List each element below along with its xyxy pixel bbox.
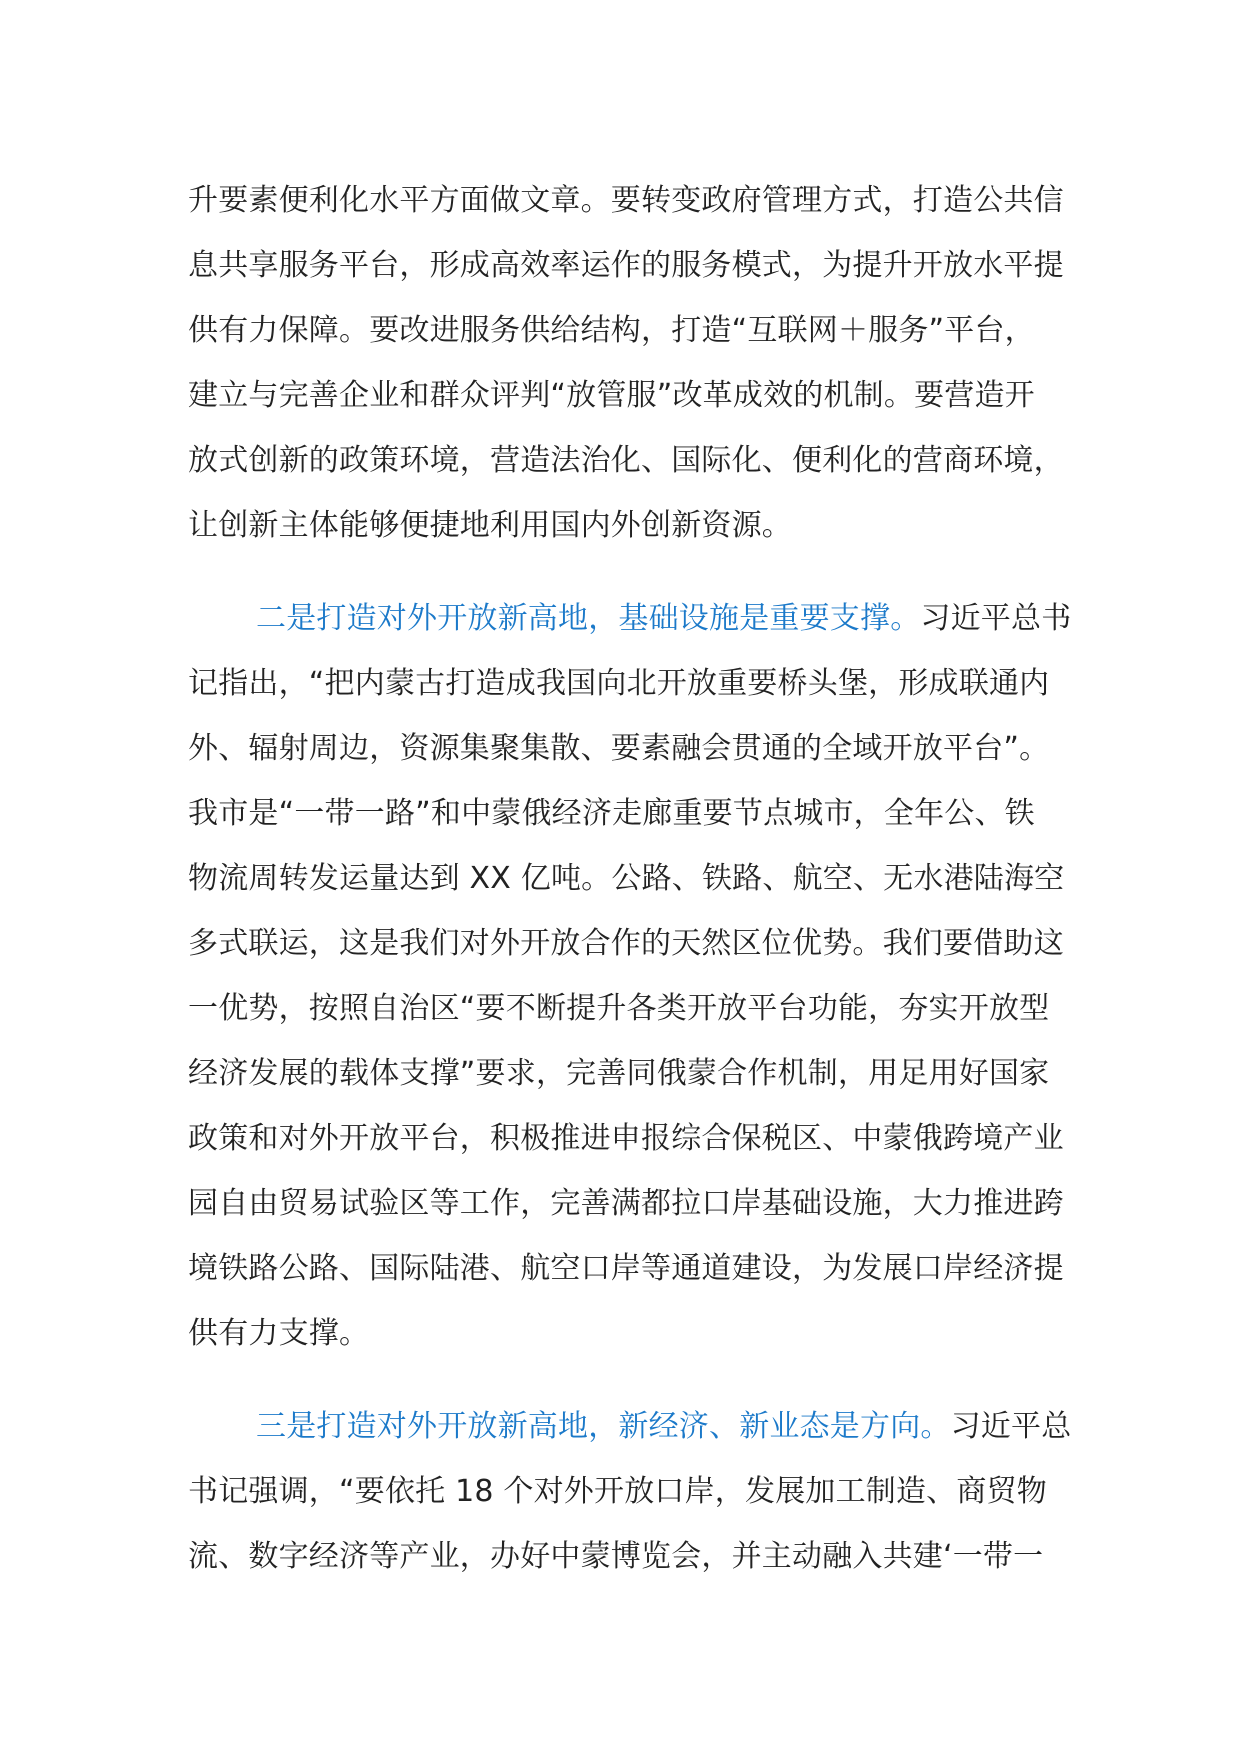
paragraph-spacer (188, 558, 1058, 586)
text-line: 外、辐射周边，资源集聚集散、要素融会贯通的全域开放平台”。 (188, 731, 1050, 766)
text-line: 升要素便利化水平方面做文章。要转变政府管理方式，打造公共信 (188, 183, 1064, 218)
text-line-first (188, 1394, 1072, 1459)
text-line: 园自由贸易试验区等工作，完善满都拉口岸基础设施，大力推进跨 (188, 1186, 1064, 1221)
paragraph-1 (188, 168, 1064, 558)
paragraph-3 (188, 1394, 1072, 1589)
text-line: 我市是“一带一路”和中蒙俄经济走廊重要节点城市，全年公、铁 (188, 796, 1035, 831)
document-body (188, 168, 1072, 1589)
text-line: 让创新主体能够便捷地利用国内外创新资源。 (188, 508, 792, 543)
text-line: 供有力支撑。 (188, 1316, 370, 1351)
section-heading: 二是打造对外开放新高地，基础设施是重要支撑。 (256, 601, 921, 636)
text-line: 物流周转发运量达到 XX 亿吨。公路、铁路、航空、无水港陆海空 (188, 861, 1065, 896)
text-line: 书记强调，“要依托 18 个对外开放口岸，发展加工制造、商贸物 (188, 1474, 1047, 1509)
paragraph-2 (188, 586, 1072, 1366)
text-line: 政策和对外开放平台，积极推进申报综合保税区、中蒙俄跨境产业 (188, 1121, 1064, 1156)
text-line: 息共享服务平台，形成高效率运作的服务模式，为提升开放水平提 (188, 248, 1064, 283)
text-line: 流、数字经济等产业，办好中蒙博览会，并主动融入共建‘一带一 (188, 1539, 1044, 1574)
text-line: 境铁路公路、国际陆港、航空口岸等通道建设，为发展口岸经济提 (188, 1251, 1064, 1286)
heading-continuation: 习近平总书 (920, 601, 1072, 636)
text-line: 记指出，“把内蒙古打造成我国向北开放重要桥头堡，形成联通内 (188, 666, 1050, 701)
text-line: 放式创新的政策环境，营造法治化、国际化、便利化的营商环境， (188, 443, 1064, 478)
text-line: 多式联运，这是我们对外开放合作的天然区位优势。我们要借助这 (188, 926, 1064, 961)
text-line: 经济发展的载体支撑”要求，完善同俄蒙合作机制，用足用好国家 (188, 1056, 1050, 1091)
paragraph-spacer (188, 1366, 1058, 1394)
text-line: 建立与完善企业和群众评判“放管服”改革成效的机制。要营造开 (188, 378, 1035, 413)
section-heading: 三是打造对外开放新高地，新经济、新业态是方向。 (256, 1409, 951, 1444)
heading-continuation: 习近平总 (950, 1409, 1072, 1444)
text-line-first (188, 586, 1072, 651)
text-line: 供有力保障。要改进服务供给结构，打造“互联网＋服务”平台， (188, 313, 1035, 348)
text-line: 一优势，按照自治区“要不断提升各类开放平台功能，夯实开放型 (188, 991, 1050, 1026)
